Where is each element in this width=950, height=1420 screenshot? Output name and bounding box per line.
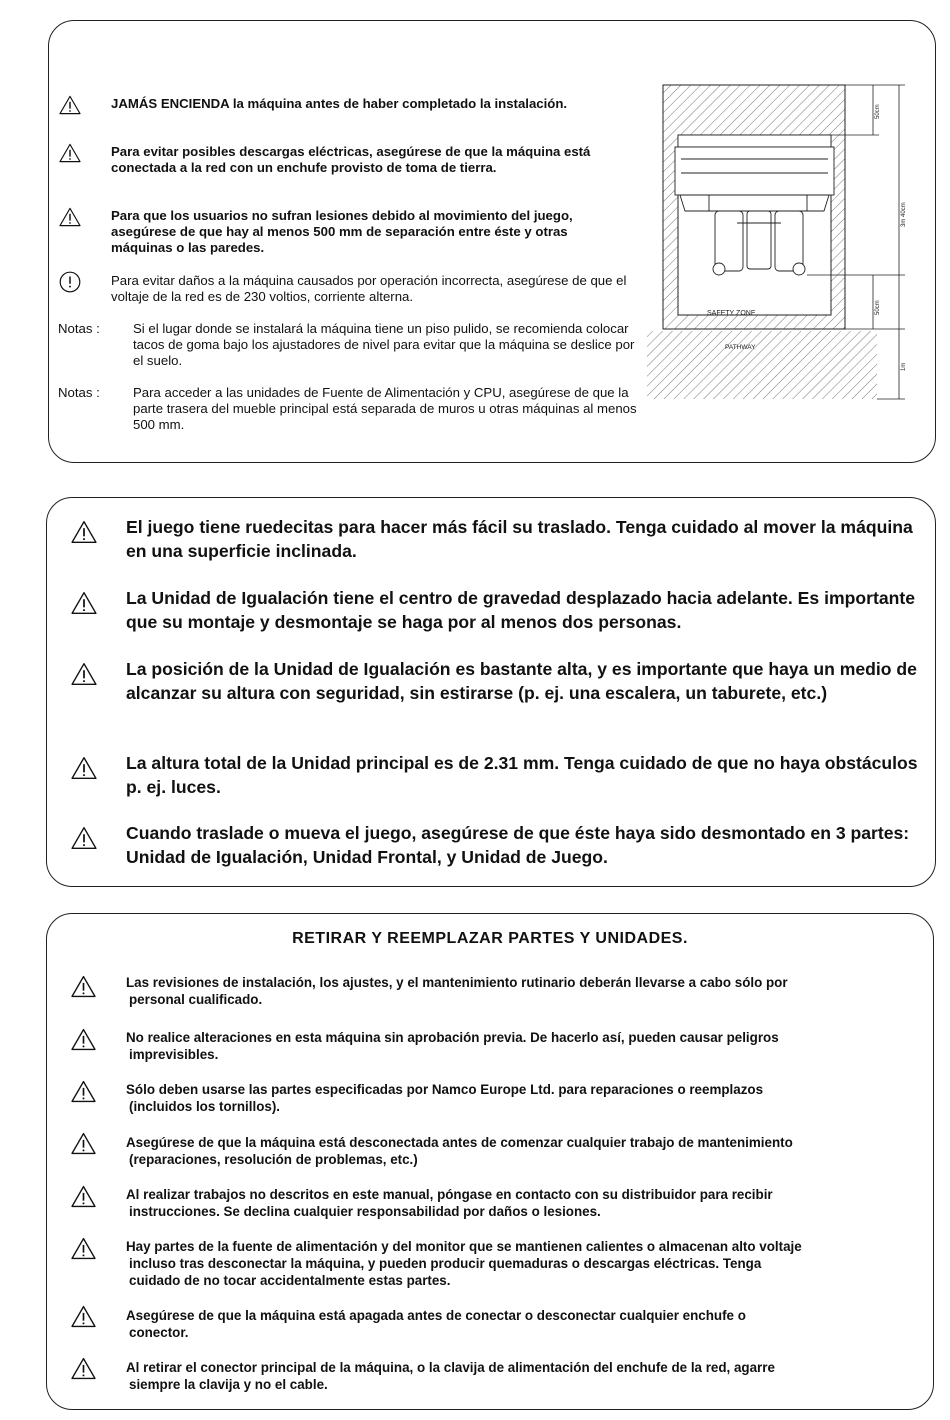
warning-text: Para evitar posibles descargas eléctricas, asegúrese de que la máquina está conectada a la red con un enchufe provisto de toma de tierra. [111, 144, 591, 175]
warning-text: Cuando traslade o mueva el juego, asegúrese de que éste haya sido desmontado en 3 partes: Unidad de Igualación, Unidad Frontal, y Unidad de Juego. [126, 823, 910, 867]
machine-top-view [675, 135, 834, 275]
warning-text: Asegúrese de que la máquina está desconectada antes de comenzar cualquier trabajo de mantenimiento (reparaciones, resolución de problemas, etc.) [126, 1135, 793, 1167]
warning-icon [71, 1357, 96, 1380]
warning-text: Hay partes de la fuente de alimentación y del monitor que se mantienen calientes o almacenan alto voltaje incluso tras desconectar la máquina, y pueden producir quemaduras o descargas eléctricas. Tenga cuidado de no tocar accidentalmente estas partes. [126, 1239, 802, 1288]
safety-zone-diagram [647, 79, 917, 409]
section-title: RETIRAR Y REEMPLAZAR PARTES Y UNIDADES. [292, 930, 688, 947]
dimension-label: 50cm [875, 104, 881, 119]
warning-icon [71, 591, 97, 615]
note-label: Notas : [58, 321, 100, 336]
warning-icon [59, 95, 81, 115]
warning-icon [71, 826, 97, 850]
warning-text: La altura total de la Unidad principal es de 2.31 mm. Tenga cuidado de que no haya obstáculos p. ej. luces. [126, 753, 918, 797]
warning-icon [59, 207, 81, 227]
caution-circle-icon [59, 271, 81, 293]
warning-icon [71, 1080, 96, 1103]
note-text: Para acceder a las unidades de Fuente de Alimentación y CPU, asegúrese de que la parte trasera del mueble principal está separada de muros u otras máquinas al menos 500 mm. [133, 385, 637, 432]
warning-text: Las revisiones de instalación, los ajustes, y el mantenimiento rutinario deberán llevarse a cabo sólo por personal cualificado. [126, 975, 788, 1007]
warning-icon [71, 520, 97, 544]
warning-text: La Unidad de Igualación tiene el centro de gravedad desplazado hacia adelante. Es importante que su montaje y desmontaje se haga por al menos dos personas. [126, 588, 915, 632]
note-label: Notas : [58, 385, 100, 400]
installation-notice-panel [48, 20, 936, 463]
warning-text: No realice alteraciones en esta máquina sin aprobación previa. De hacerlo así, pueden causar peligros imprevisibles. [126, 1030, 779, 1062]
warning-icon [71, 1305, 96, 1328]
parts-replacement-panel [46, 913, 934, 1410]
moving-warnings-panel [46, 497, 936, 887]
warning-text: Para que los usuarios no sufran lesiones debido al movimiento del juego, asegúrese de que hay al menos 500 mm de separación entre éste y otras máquinas o las paredes. [111, 208, 573, 255]
warning-text: Al realizar trabajos no descritos en este manual, póngase en contacto con su distribuidor para recibir instrucciones. Se declina cualquier responsabilidad por daños o lesiones. [126, 1187, 773, 1219]
warning-icon [71, 756, 97, 780]
warning-text: Asegúrese de que la máquina está apagada antes de conectar o desconectar cualquier enchufe o conector. [126, 1308, 746, 1340]
dimension-label: 50cm [875, 300, 881, 315]
warning-text: La posición de la Unidad de Igualación es bastante alta, y es importante que haya un medio de alcanzar su altura con seguridad, sin estirarse (p. ej. una escalera, un taburete, etc.) [126, 659, 917, 703]
warning-icon [71, 1028, 96, 1051]
warning-text: El juego tiene ruedecitas para hacer más fácil su traslado. Tenga cuidado al mover la máquina en una superficie inclinada. [126, 517, 913, 561]
warning-icon [59, 143, 81, 163]
dimension-label: 1m [901, 362, 907, 371]
warning-icon [71, 975, 96, 998]
caution-text: Para evitar daños a la máquina causados por operación incorrecta, asegúrese de que el voltaje de la red es de 230 voltios, corriente alterna. [111, 273, 627, 304]
warning-text: Sólo deben usarse las partes especificadas por Namco Europe Ltd. para reparaciones o reemplazos (incluidos los tornillos). [126, 1082, 764, 1114]
pathway-label: PATHWAY [725, 344, 756, 351]
warning-text: JAMÁS ENCIENDA la máquina antes de haber completado la instalación. [111, 96, 568, 111]
warning-icon [71, 1132, 96, 1155]
warning-icon [71, 1237, 96, 1260]
warning-icon [71, 1185, 96, 1208]
warning-icon [71, 662, 97, 686]
dimension-label: 3m 40cm [901, 202, 907, 227]
warning-text: Al retirar el conector principal de la máquina, o la clavija de alimentación del enchufe de la red, agarre siempre la clavija y no el cable. [126, 1360, 775, 1392]
safety-zone-label: SAFETY ZONE [707, 310, 756, 317]
note-text: Si el lugar donde se instalará la máquina tiene un piso pulido, se recomienda colocar tacos de goma bajo los ajustadores de nivel para evitar que la máquina se deslice por el suelo. [133, 321, 635, 368]
